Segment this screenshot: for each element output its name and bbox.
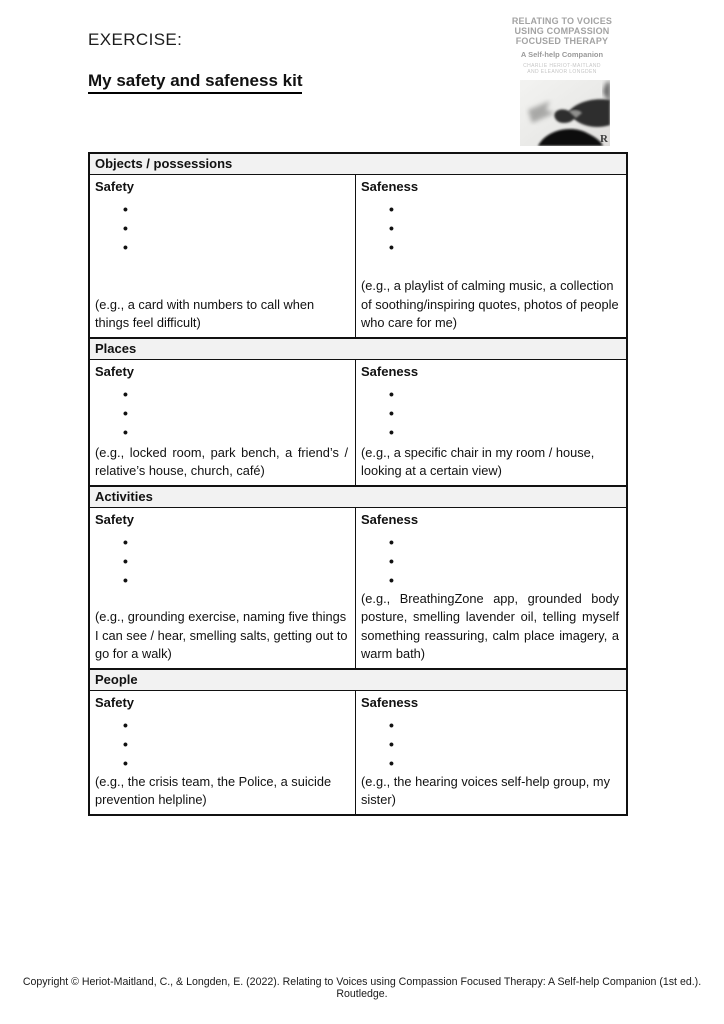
safety-column-heading: Safety: [95, 364, 135, 379]
safety-column-heading: Safety: [95, 179, 135, 194]
bullet-list: [123, 716, 348, 773]
table-section-people: [90, 668, 626, 814]
section-body: [90, 175, 626, 337]
safeness-column-heading: Safeness: [361, 364, 419, 379]
bullet-item: •: [389, 534, 394, 550]
safety-column-heading: Safety: [95, 695, 135, 710]
bullet-item: •: [389, 239, 394, 255]
safety-column-heading: Safety: [95, 512, 135, 527]
section-title: Places: [90, 339, 626, 360]
bullet-item: •: [123, 553, 128, 569]
safety-example-text: (e.g., grounding exercise, naming five things I can see / hear, smelling salts, getting out to go for a walk): [95, 609, 348, 661]
bullet-item: •: [123, 736, 128, 752]
bullet-item: •: [389, 201, 394, 217]
bullet-item: •: [389, 572, 394, 588]
exercise-label: EXERCISE:: [88, 30, 183, 49]
bullet-list: [123, 200, 348, 257]
puzzle-piece-photo: [520, 80, 610, 146]
bullet-list: [389, 533, 619, 590]
bullet-item: •: [123, 386, 128, 402]
book-authors: [503, 63, 621, 75]
safety-example-text: (e.g., a card with numbers to call when things feel difficult): [95, 296, 315, 330]
bullet-item: •: [389, 386, 394, 402]
bullet-item: •: [123, 755, 128, 771]
bullet-item: •: [389, 424, 394, 440]
table-section-places: [90, 337, 626, 485]
safety-cell: [90, 360, 355, 485]
book-title-line: USING COMPASSION: [514, 26, 610, 36]
safeness-example-text: (e.g., BreathingZone app, grounded body posture, smelling lavender oil, telling myself something reassuring, calm place imagery, a warm bath): [361, 591, 619, 661]
safeness-column-heading: Safeness: [361, 512, 419, 527]
section-title: Objects / possessions: [90, 154, 626, 175]
safety-cell: [90, 508, 355, 668]
safeness-cell: [355, 175, 626, 337]
safeness-example-text: (e.g., the hearing voices self-help group, my sister): [361, 774, 610, 808]
bullet-item: •: [389, 220, 394, 236]
safeness-column-heading: Safeness: [361, 179, 419, 194]
book-author-line: CHARLIE HERIOT-MAITLAND: [523, 63, 601, 69]
book-cover-photo: [520, 80, 610, 146]
routledge-r-mark: R: [600, 133, 608, 145]
section-body: [90, 360, 626, 485]
bullet-item: •: [123, 239, 128, 255]
bullet-item: •: [389, 717, 394, 733]
safety-example-text: (e.g., locked room, park bench, a friend’s / relative’s house, church, café): [95, 444, 349, 478]
safeness-cell: [355, 508, 626, 668]
safeness-example-text: (e.g., a playlist of calming music, a collection of soothing/inspiring quotes, photos of people who care for me): [361, 278, 619, 330]
bullet-item: •: [123, 201, 128, 217]
book-branding-block: [503, 16, 621, 75]
bullet-item: •: [389, 405, 394, 421]
bullet-item: •: [123, 424, 128, 440]
safety-cell: [90, 691, 355, 814]
bullet-item: •: [123, 717, 128, 733]
bullet-list: [123, 385, 348, 442]
bullet-list: [389, 716, 619, 773]
page-title: My safety and safeness kit: [88, 71, 302, 94]
copyright-line: Copyright © Heriot-Maitland, C., & Longden, E. (2022). Relating to Voices using Compassion Focused Therapy: A Self-help Companion (1st ed.). Routledge.: [22, 976, 702, 1000]
section-body: [90, 691, 626, 814]
bullet-item: •: [123, 220, 128, 236]
book-title-line: FOCUSED THERAPY: [515, 36, 609, 46]
bullet-item: •: [123, 405, 128, 421]
safeness-cell: [355, 360, 626, 485]
bullet-item: •: [389, 755, 394, 771]
bullet-item: •: [123, 572, 128, 588]
bullet-item: •: [389, 736, 394, 752]
book-author-line: AND ELEANOR LONGDEN: [527, 69, 597, 75]
safety-example-text: (e.g., the crisis team, the Police, a suicide prevention helpline): [95, 774, 332, 808]
safeness-cell: [355, 691, 626, 814]
section-title: Activities: [90, 487, 626, 508]
table-section-objects: [90, 154, 626, 337]
bullet-list: [389, 200, 619, 257]
table-section-activities: [90, 485, 626, 668]
section-body: [90, 508, 626, 668]
bullet-list: [389, 385, 619, 442]
book-title-line: RELATING TO VOICES: [511, 16, 613, 26]
book-subtitle: A Self-help Companion: [520, 50, 604, 59]
safety-safeness-table: [88, 152, 628, 816]
safeness-column-heading: Safeness: [361, 695, 419, 710]
safeness-example-text: (e.g., a specific chair in my room / house, looking at a certain view): [361, 444, 595, 478]
bullet-item: •: [123, 534, 128, 550]
section-title: People: [90, 670, 626, 691]
safety-cell: [90, 175, 355, 337]
bullet-item: •: [389, 553, 394, 569]
bullet-list: [123, 533, 348, 590]
